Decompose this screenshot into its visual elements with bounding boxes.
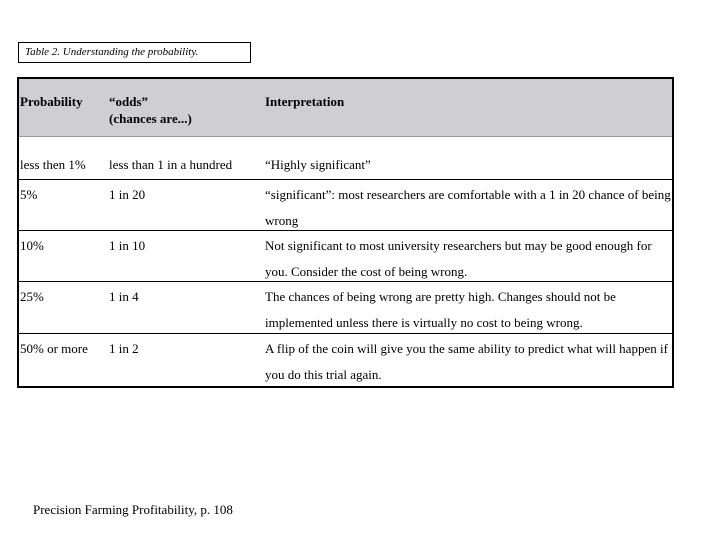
table-row bbox=[19, 180, 672, 231]
cell-probability: 10% bbox=[20, 238, 44, 253]
cell-odds: 1 in 2 bbox=[109, 341, 139, 356]
probability-table bbox=[17, 77, 674, 388]
cell-probability: less then 1% bbox=[20, 157, 86, 172]
cell-probability: 25% bbox=[20, 289, 44, 304]
cell-odds: 1 in 10 bbox=[109, 238, 146, 253]
header-odds bbox=[109, 93, 192, 127]
cell-probability: 5% bbox=[20, 187, 38, 202]
cell-odds: less than 1 in a hundred bbox=[109, 157, 233, 172]
header-interpretation: Interpretation bbox=[265, 94, 345, 109]
cell-interpretation: Not significant to most university researchers but may be good enough for you. Consider the cost of being wrong. bbox=[265, 238, 652, 279]
header-odds-label: “odds” bbox=[109, 94, 149, 109]
footer-citation: Precision Farming Profitability, p. 108 bbox=[33, 502, 233, 517]
cell-interpretation: A flip of the coin will give you the same ability to predict what will happen if you do this trial again. bbox=[265, 341, 668, 382]
cell-interpretation: “Highly significant” bbox=[265, 157, 371, 172]
table-row bbox=[19, 282, 672, 334]
header-probability: Probability bbox=[20, 94, 83, 109]
cell-interpretation: The chances of being wrong are pretty high. Changes should not be implemented unless there is virtually no cost to being wrong. bbox=[265, 289, 616, 330]
table-row bbox=[19, 334, 672, 386]
cell-odds: 1 in 4 bbox=[109, 289, 139, 304]
table-header-row bbox=[19, 79, 672, 137]
cell-odds: 1 in 20 bbox=[109, 187, 146, 202]
cell-interpretation: “significant”: most researchers are comfortable with a 1 in 20 chance of being wrong bbox=[265, 187, 671, 228]
table-row bbox=[19, 231, 672, 282]
cell-probability: 50% or more bbox=[20, 341, 88, 356]
table-row bbox=[19, 154, 672, 180]
header-odds-sub: (chances are...) bbox=[109, 111, 192, 126]
table-caption: Table 2. Understanding the probability. bbox=[18, 42, 251, 63]
